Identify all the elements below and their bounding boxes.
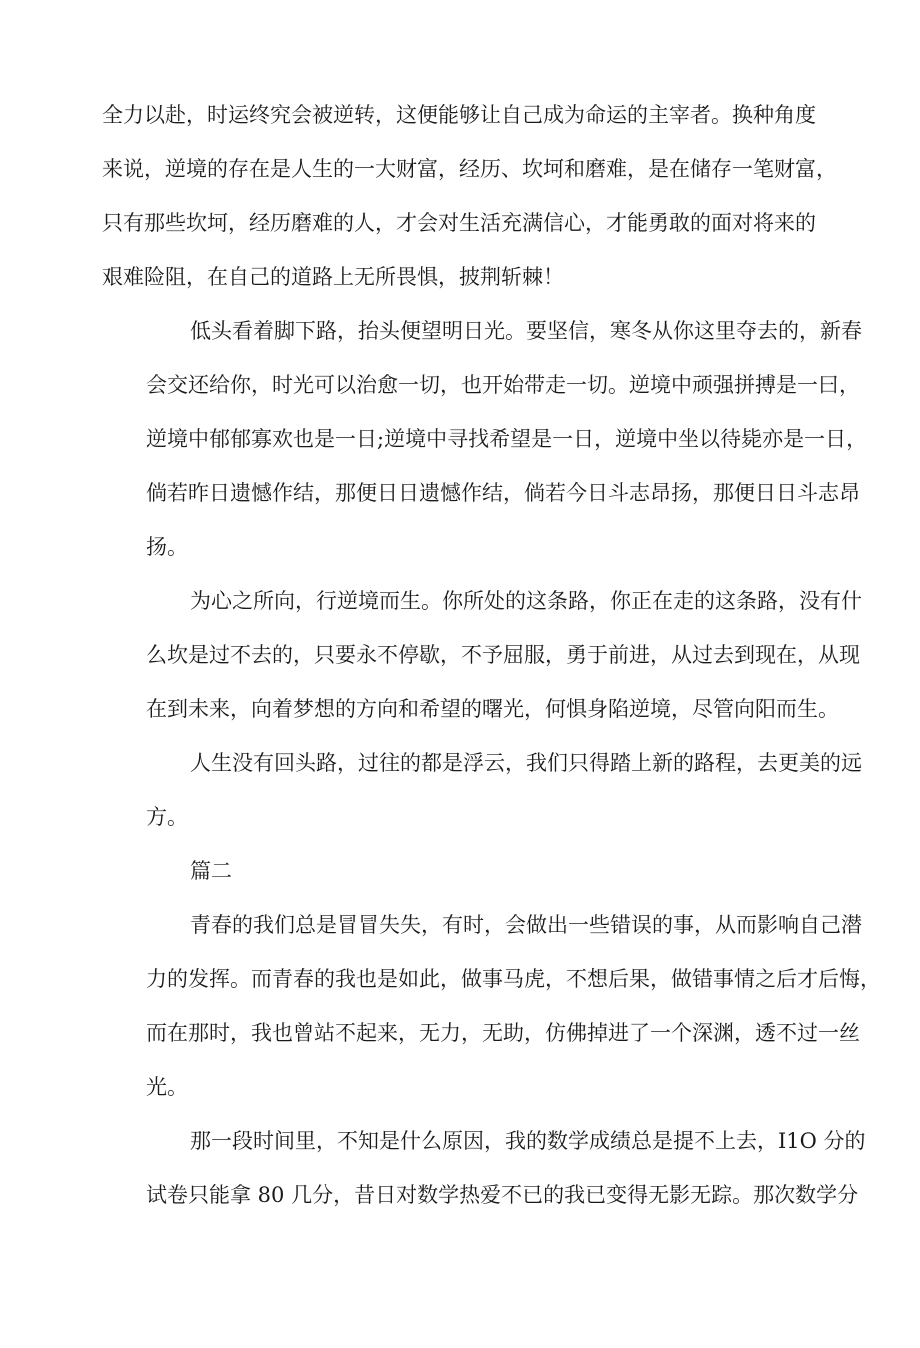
section-paragraph-1 <box>102 898 881 1114</box>
text-line: 扬。 <box>146 535 188 559</box>
text-line: 方。 <box>146 805 188 829</box>
text-line: 么坎是过不去的，只要永不停歇，不予屈服，勇于前进，从过去到现在，从现 <box>146 643 860 667</box>
section-heading <box>102 844 822 898</box>
paragraph-1 <box>102 88 837 304</box>
text-line: 力的发挥。而青春的我也是如此，做事马虎，不想后果，做错事情之后才后悔， <box>146 967 881 991</box>
text-line: 光。 <box>146 1075 188 1099</box>
section-heading-text: 篇二 <box>190 859 232 883</box>
text-line: 全力以赴，时运终究会被逆转，这便能够让自己成为命运的主宰者。换种角度 <box>102 103 816 127</box>
text-line: 而在那时，我也曾站不起来，无力，无助，仿佛掉进了一个深渊，透不过一丝 <box>146 1021 860 1045</box>
text-line: 低头看着脚下路，抬头便望明日光。要坚信，寒冬从你这里夺去的，新春 <box>190 319 862 343</box>
text-line: 那一段时间里，不知是什么原因，我的数学成绩总是提不上去，I1O 分的 <box>190 1129 866 1153</box>
document-page <box>102 88 881 1222</box>
text-line: 逆境中郁郁寡欢也是一日;逆境中寻找希望是一日，逆境中坐以待毙亦是一日， <box>146 427 868 451</box>
text-line: 在到未来，向着梦想的方向和希望的曙光，何惧身陷逆境，尽管向阳而生。 <box>146 697 839 721</box>
section-paragraph-2 <box>102 1114 866 1222</box>
text-line: 青春的我们总是冒冒失失，有时，会做出一些错误的事，从而影响自己潜 <box>190 913 862 937</box>
text-line: 倘若昨日遗憾作结，那便日日遗憾作结，倘若今日斗志昂扬，那便日日斗志昂 <box>146 481 860 505</box>
text-line: 艰难险阻，在自己的道路上无所畏惧，披荆斩棘！ <box>102 265 564 289</box>
text-line: 人生没有回头路，过往的都是浮云，我们只得踏上新的路程，去更美的远 <box>190 751 862 775</box>
text-line: 为心之所向，行逆境而生。你所处的这条路，你正在走的这条路，没有什 <box>190 589 862 613</box>
paragraph-3 <box>102 574 862 736</box>
text-line: 试卷只能拿 80 几分，昔日对数学热爱不已的我已变得无影无踪。那次数学分 <box>146 1183 859 1207</box>
text-line: 会交还给你，时光可以治愈一切，也开始带走一切。逆境中顽强拼搏是一曰， <box>146 373 860 397</box>
text-line: 来说，逆境的存在是人生的一大财富，经历、坎坷和磨难，是在储存一笔财富， <box>102 157 837 181</box>
paragraph-4 <box>102 736 862 844</box>
paragraph-2 <box>102 304 868 574</box>
text-line: 只有那些坎坷，经历磨难的人，才会对生活充满信心，才能勇敢的面对将来的 <box>102 211 816 235</box>
